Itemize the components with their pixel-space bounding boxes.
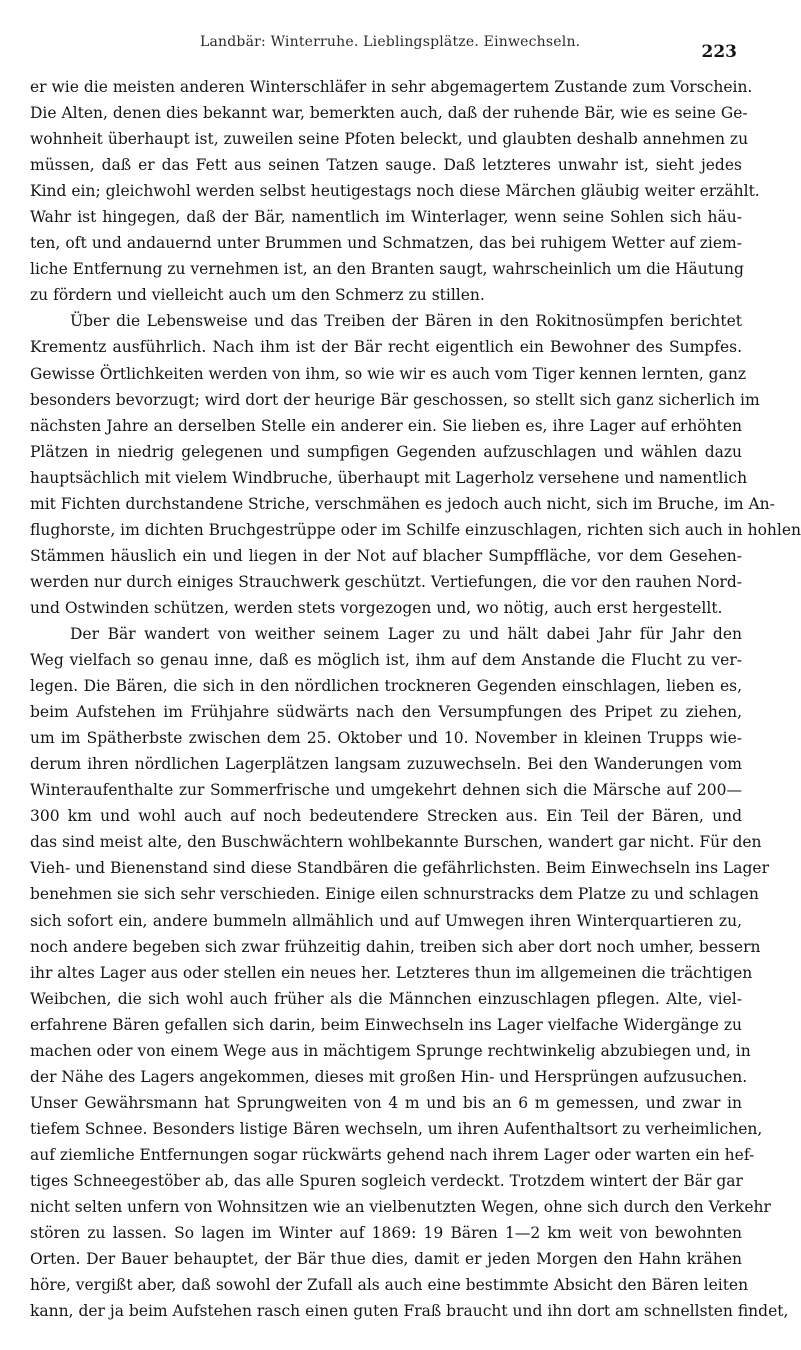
text-line: sich sofort ein, andere bummeln allmählich und auf Umwegen ihren Winterquartieren zu, — [30, 911, 742, 930]
text-line: Krementz ausführlich. Nach ihm ist der Bär recht eigentlich ein Bewohner des Sumpfes. — [30, 338, 742, 357]
page-number: 223 — [701, 42, 737, 62]
text-line: liche Entfernung zu vernehmen ist, an den Branten saugt, wahrscheinlich um die Häutung — [30, 260, 744, 279]
text-line: kann, der ja beim Aufstehen rasch einen guten Fraß braucht und ihn dort am schnellsten findet, — [30, 1302, 789, 1321]
text-line: Gewisse Örtlichkeiten werden von ihm, so wie wir es auch vom Tiger kennen lernten, ganz — [30, 364, 746, 383]
text-line: erfahrene Bären gefallen sich darin, beim Einwechseln ins Lager vielfache Widergänge zu — [30, 1015, 742, 1034]
text-line: machen oder von einem Wege aus in mächtigem Sprunge rechtwinkelig abzubiegen und, in — [30, 1041, 751, 1060]
text-line: hauptsächlich mit vielem Windbruche, überhaupt mit Lagerholz versehene und namentlich — [30, 468, 748, 487]
text-line: tiges Schneegestöber ab, das alle Spuren sogleich verdeckt. Trotzdem wintert der Bär gar — [30, 1171, 743, 1190]
text-line: nächsten Jahre an derselben Stelle ein anderer ein. Sie lieben es, ihre Lager auf erhöhten — [30, 416, 742, 435]
text-line: und Ostwinden schützen, werden stets vorgezogen und, wo nötig, auch erst hergestellt. — [30, 598, 723, 617]
text-line: müssen, daß er das Fett aus seinen Tatzen sauge. Daß letzteres unwahr ist, sieht jedes — [30, 156, 742, 175]
text-line: legen. Die Bären, die sich in den nördlichen trockneren Gegenden einschlagen, lieben es, — [30, 677, 742, 696]
text-line: stören zu lassen. So lagen im Winter auf 1869: 19 Bären 1—2 km weit von bewohnten — [30, 1224, 742, 1243]
text-line: werden nur durch einiges Strauchwerk geschützt. Vertiefungen, die vor den rauhen Nord- — [30, 572, 742, 591]
text-line: Orten. Der Bauer behauptet, der Bär thue dies, damit er jeden Morgen den Hahn krähen — [30, 1250, 742, 1269]
body-text — [30, 74, 801, 1350]
text-line: ihr altes Lager aus oder stellen ein neues her. Letzteres thun im allgemeinen die trächtigen — [30, 963, 753, 982]
text-line: der Nähe des Lagers angekommen, dieses mit großen Hin- und Hersprüngen aufzusuchen. — [30, 1067, 748, 1086]
text-line: beim Aufstehen im Frühjahre südwärts nach den Versumpfungen des Pripet zu ziehen, — [30, 703, 742, 722]
text-line: Die Alten, denen dies bekannt war, bemerkten auch, daß der ruhende Bär, wie es seine Ge- — [30, 104, 748, 123]
text-line: auf ziemliche Entfernungen sogar rückwärts gehend nach ihrem Lager oder warten ein hef- — [30, 1145, 755, 1164]
text-line: Vieh- und Bienenstand sind diese Standbären die gefährlichsten. Beim Einwechseln ins Lager — [30, 859, 769, 878]
text-line: das sind meist alte, den Buschwächtern wohlbekannte Burschen, wandert gar nicht. Für den — [30, 833, 762, 852]
text-line: ten, oft und andauernd unter Brummen und Schmatzen, das bei ruhigem Wetter auf ziem- — [30, 234, 742, 253]
paragraph-start-line: Der Bär wandert von weither seinem Lager zu und hält dabei Jahr für Jahr den — [70, 624, 742, 643]
text-line: nicht selten unfern von Wohnsitzen wie an vielbenutzten Wegen, ohne sich durch den Verkehr — [30, 1198, 771, 1217]
text-line: Weibchen, die sich wohl auch früher als die Männchen einzuschlagen pflegen. Alte, viel- — [30, 989, 742, 1008]
text-line: Wahr ist hingegen, daß der Bär, namentlich im Winterlager, wenn seine Sohlen sich häu- — [30, 208, 742, 227]
paragraph-start-line: Über die Lebensweise und das Treiben der Bären in den Rokitnosümpfen berichtet — [70, 312, 742, 331]
text-line: derum ihren nördlichen Lagerplätzen langsam zuzuwechseln. Bei den Wanderungen vom — [30, 755, 742, 774]
text-line: flughorste, im dichten Bruchgestrüppe oder im Schilfe einzuschlagen, richten sich auch in hohlen — [30, 520, 801, 539]
text-line: tiefem Schnee. Besonders listige Bären wechseln, um ihren Aufenthaltsort zu verheimlichen, — [30, 1119, 763, 1138]
text-line: besonders bevorzugt; wird dort der heurige Bär geschossen, so stellt sich ganz sicherlich im — [30, 390, 760, 409]
text-line: Weg vielfach so genau inne, daß es möglich ist, ihm auf dem Anstande die Flucht zu ver- — [30, 651, 742, 670]
text-line: noch andere begeben sich zwar frühzeitig dahin, treiben sich aber dort noch umher, bessern — [30, 937, 761, 956]
running-head: Landbär: Winterruhe. Lieblingsplätze. Einwechseln. — [200, 34, 581, 50]
text-line: benehmen sie sich sehr verschieden. Einige eilen schnurstracks dem Platze zu und schlagen — [30, 885, 759, 904]
text-line: Stämmen häuslich ein und liegen in der Not auf blacher Sumpffläche, vor dem Gesehen- — [30, 546, 742, 565]
text-line: zu fördern und vielleicht auch um den Schmerz zu stillen. — [30, 286, 485, 305]
text-line: 300 km und wohl auch auf noch bedeutendere Strecken aus. Ein Teil der Bären, und — [30, 807, 742, 826]
text-line: höre, vergißt aber, daß sowohl der Zufall als auch eine bestimmte Absicht den Bären leiten — [30, 1276, 749, 1295]
text-line: Winteraufenthalte zur Sommerfrische und umgekehrt dehnen sich die Märsche auf 200— — [30, 781, 742, 800]
text-line: er wie die meisten anderen Winterschläfer in sehr abgemagertem Zustande zum Vorschein. — [30, 78, 753, 96]
text-line — [30, 1324, 742, 1350]
text-line: Kind ein; gleichwohl werden selbst heutigestags noch diese Märchen gläubig weiter erzählt. — [30, 182, 760, 201]
text-line: um im Spätherbste zwischen dem 25. Oktober und 10. November in kleinen Trupps wie- — [30, 729, 742, 748]
text-line: mit Fichten durchstandene Striche, verschmähen es jedoch auch nicht, sich im Bruche, im An- — [30, 494, 775, 513]
text-line: wohnheit überhaupt ist, zuweilen seine Pfoten beleckt, und glaubten deshalb annehmen zu — [30, 130, 749, 149]
text-line: Plätzen in niedrig gelegenen und sumpfigen Gegenden aufzuschlagen und wählen dazu — [30, 442, 742, 461]
text-line: Unser Gewährsmann hat Sprungweiten von 4 m und bis an 6 m gemessen, und zwar in — [30, 1093, 742, 1112]
